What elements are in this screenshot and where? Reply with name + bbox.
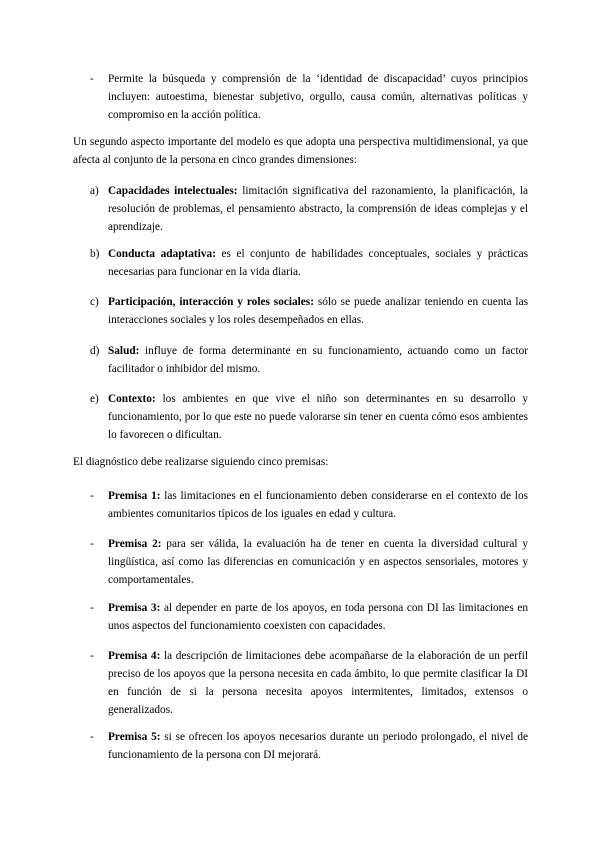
dimension-description: sólo se puede analizar teniendo en cuenta las interacciones sociales y los roles desempeñados en ellas.	[108, 296, 528, 326]
premise-term: Premisa 3:	[108, 602, 161, 614]
dimension-term: Capacidades intelectuales:	[108, 185, 238, 197]
premise-term: Premisa 2:	[108, 538, 162, 550]
dash-marker: -	[90, 731, 94, 743]
letter-marker: d)	[90, 345, 100, 357]
premise-term: Premisa 1:	[108, 490, 161, 502]
dimension-text	[108, 342, 528, 378]
premise-item-1	[90, 487, 528, 523]
premise-text	[108, 535, 528, 589]
premise-description: al depender en parte de los apoyos, en toda persona con DI las limitaciones en unos aspectos del funcionamiento coexisten con capacidades.	[108, 602, 528, 632]
premise-term: Premisa 4:	[108, 650, 161, 662]
premise-item-4	[90, 647, 528, 719]
paragraph-premises-intro: El diagnóstico debe realizarse siguiendo cinco premisas:	[73, 456, 329, 468]
dimension-text	[108, 293, 528, 329]
dimension-text	[108, 245, 528, 281]
dimension-text	[108, 182, 528, 236]
list-item-identity	[90, 70, 528, 124]
list-item-text: Permite la búsqueda y comprensión de la ‘identidad de discapacidad’ cuyos principios incluyen: autoestima, bienestar subjetivo, orgullo, causa común, alternativas políticas y compromiso en la acción política.	[108, 73, 528, 121]
dash-marker: -	[90, 73, 94, 85]
dimension-term: Participación, interacción y roles sociales:	[108, 296, 314, 308]
dimension-term: Contexto:	[108, 393, 156, 405]
dimension-description: influye de forma determinante en su funcionamiento, actuando como un factor facilitador o inhibidor del mismo.	[108, 345, 528, 375]
dash-marker: -	[90, 490, 94, 502]
premise-text	[108, 647, 528, 719]
letter-marker: b)	[90, 248, 100, 260]
premise-item-3	[90, 599, 528, 635]
letter-marker: e)	[90, 393, 99, 405]
dimension-item-a	[90, 182, 528, 236]
letter-marker: a)	[90, 185, 99, 197]
dimension-item-b	[90, 245, 528, 281]
letter-marker: c)	[90, 296, 99, 308]
dimension-item-e	[90, 390, 528, 444]
premise-text	[108, 599, 528, 635]
premise-text	[108, 487, 528, 523]
premise-description: la descripción de limitaciones debe acompañarse de la elaboración de un perfil preciso de los apoyos que la persona necesita en cada ámbito, lo que permite clasificar la DI en función de si la persona necesita apoyos intermitentes, limitados, extensos o generalizados.	[108, 650, 528, 716]
dimension-text	[108, 390, 528, 444]
dimension-item-c	[90, 293, 528, 329]
premise-description: las limitaciones en el funcionamiento deben considerarse en el contexto de los ambientes comunitarios típicos de los iguales en edad y cultura.	[108, 490, 528, 520]
dash-marker: -	[90, 650, 94, 662]
dimension-term: Salud:	[108, 345, 140, 357]
premise-description: para ser válida, la evaluación ha de tener en cuenta la diversidad cultural y lingüística, así como las diferencias en comunicación y en aspectos sensoriales, motores y comportamentales.	[108, 538, 528, 586]
dimension-item-d	[90, 342, 528, 378]
dimension-description: limitación significativa del razonamiento, la planificación, la resolución de problemas, el pensamiento abstracto, la comprensión de ideas complejas y el aprendizaje.	[108, 185, 528, 233]
paragraph-dimensions-intro: Un segundo aspecto importante del modelo es que adopta una perspectiva multidimensional, ya que afecta al conjunto de la persona en cinco grandes dimensiones:	[73, 136, 528, 166]
dimension-description: es el conjunto de habilidades conceptuales, sociales y prácticas necesarias para funcionar en la vida diaria.	[108, 248, 528, 278]
premise-item-5	[90, 728, 528, 764]
dimension-term: Conducta adaptativa:	[108, 248, 216, 260]
premise-term: Premisa 5:	[108, 731, 161, 743]
premise-text	[108, 728, 528, 764]
dash-marker: -	[90, 602, 94, 614]
dash-marker: -	[90, 538, 94, 550]
premise-description: si se ofrecen los apoyos necesarios durante un periodo prolongado, el nivel de funcionamiento de la persona con DI mejorará.	[108, 731, 528, 761]
dimension-description: los ambientes en que vive el niño son determinantes en su desarrollo y funcionamiento, por lo que este no puede valorarse sin tener en cuenta cómo esos ambientes lo favorecen o dificultan.	[108, 393, 528, 441]
premise-item-2	[90, 535, 528, 589]
